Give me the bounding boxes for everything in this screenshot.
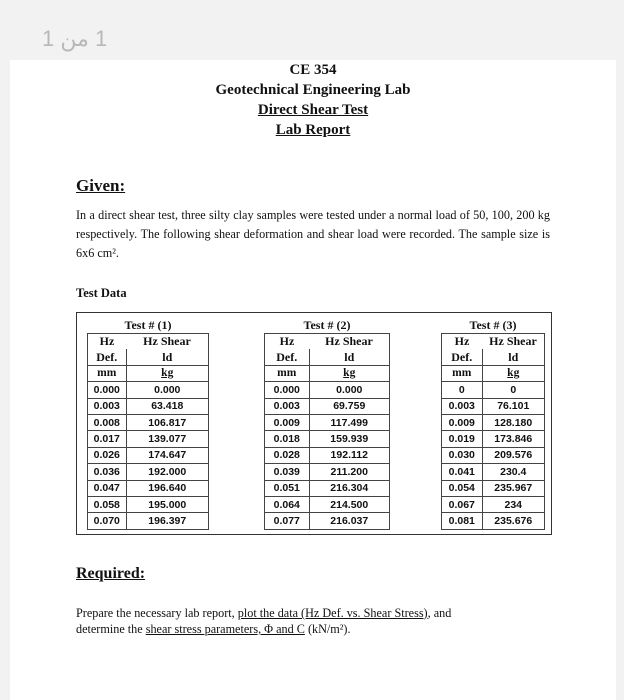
- test-3-block: [441, 317, 545, 530]
- unit-mm: mm: [442, 365, 483, 381]
- table-row: [442, 496, 545, 512]
- cell: 128.180: [482, 414, 545, 430]
- text-span: , and: [427, 606, 452, 620]
- cell: 139.077: [126, 431, 209, 447]
- cell: 0.077: [265, 513, 310, 529]
- cell: 192.112: [309, 447, 390, 463]
- table-row: [442, 480, 545, 496]
- cell: 0.018: [265, 431, 310, 447]
- cell: 196.640: [126, 480, 209, 496]
- table-row: [265, 431, 390, 447]
- col-hz-shear: Hz Shear: [126, 334, 209, 350]
- cell: 235.676: [482, 513, 545, 529]
- cell: 209.576: [482, 447, 545, 463]
- lab-title: Geotechnical Engineering Lab: [215, 82, 411, 98]
- col-ld: ld: [309, 349, 390, 365]
- cell: 0.081: [442, 513, 483, 529]
- table-row: [265, 447, 390, 463]
- text-span: (kN/m²).: [304, 622, 351, 636]
- col-ld: ld: [126, 349, 209, 365]
- cell: 0.070: [88, 513, 127, 529]
- cell: 214.500: [309, 496, 390, 512]
- page-indicator: 1 من 1: [42, 26, 108, 51]
- cell: 0.026: [88, 447, 127, 463]
- unit-mm: mm: [88, 365, 127, 381]
- test-1-block: [87, 317, 209, 530]
- given-heading: Given:: [76, 176, 126, 195]
- document-page: [10, 60, 616, 700]
- cell: 196.397: [126, 513, 209, 529]
- table-row: [88, 496, 209, 512]
- cell: 0: [442, 382, 483, 398]
- table-row: [88, 431, 209, 447]
- col-ld: ld: [482, 349, 545, 365]
- test-data-label: Test Data: [76, 286, 127, 300]
- cell: 0.067: [442, 496, 483, 512]
- cell: 69.759: [309, 398, 390, 414]
- test-data-tables: [76, 312, 552, 535]
- cell: 0.041: [442, 464, 483, 480]
- table-row: [88, 464, 209, 480]
- table-row: [442, 414, 545, 430]
- cell: 159.939: [309, 431, 390, 447]
- text-span: determine the: [76, 622, 146, 636]
- table-row: [88, 414, 209, 430]
- report-title: Lab Report: [275, 122, 351, 138]
- cell: 0.003: [442, 398, 483, 414]
- plot-instruction: plot the data (Hz Def. vs. Shear Stress): [237, 606, 428, 620]
- cell: 0.064: [265, 496, 310, 512]
- cell: 0.036: [88, 464, 127, 480]
- col-def: Def.: [442, 349, 483, 365]
- cell: 0.051: [265, 480, 310, 496]
- given-paragraph: In a direct shear test, three silty clay samples were tested under a normal load of 50, 100, 200 kg respectively. The following shear deformation and shear load were recorded. The sample size is 6x6 cm².: [76, 208, 550, 260]
- cell: 0.000: [265, 382, 310, 398]
- cell: 0.000: [88, 382, 127, 398]
- cell: 76.101: [482, 398, 545, 414]
- test-2-title: Test # (2): [303, 317, 351, 332]
- cell: 230.4: [482, 464, 545, 480]
- parameters-instruction: shear stress parameters, Φ and C: [145, 622, 305, 636]
- table-row: [442, 513, 545, 529]
- test-2-table: [264, 317, 390, 530]
- table-row: [265, 414, 390, 430]
- required-line-1: [76, 605, 550, 621]
- cell: 192.000: [126, 464, 209, 480]
- cell: 216.304: [309, 480, 390, 496]
- required-text: [76, 605, 550, 637]
- cell: 0.039: [265, 464, 310, 480]
- unit-kg: kg: [126, 365, 209, 381]
- cell: 0.003: [265, 398, 310, 414]
- cell: 174.647: [126, 447, 209, 463]
- col-hz: Hz: [88, 334, 127, 350]
- cell: 235.967: [482, 480, 545, 496]
- col-hz: Hz: [442, 334, 483, 350]
- cell: 0.000: [126, 382, 209, 398]
- test-2-block: [264, 317, 390, 530]
- cell: 0.054: [442, 480, 483, 496]
- test-3-title: Test # (3): [469, 317, 517, 332]
- unit-mm: mm: [265, 365, 310, 381]
- cell: 216.037: [309, 513, 390, 529]
- table-row: [265, 464, 390, 480]
- text-span: Prepare the necessary lab report,: [76, 606, 238, 620]
- col-def: Def.: [88, 349, 127, 365]
- table-row: [88, 382, 209, 398]
- table-row: [88, 447, 209, 463]
- table-row: [265, 398, 390, 414]
- col-hz: Hz: [265, 334, 310, 350]
- test-3-table: [441, 317, 545, 530]
- table-row: [442, 431, 545, 447]
- cell: 0.009: [442, 414, 483, 430]
- document-header: [10, 60, 616, 140]
- table-row: [88, 480, 209, 496]
- cell: 0.008: [88, 414, 127, 430]
- table-row: [88, 398, 209, 414]
- table-row: [265, 480, 390, 496]
- col-hz-shear: Hz Shear: [309, 334, 390, 350]
- test-title: Direct Shear Test: [257, 102, 369, 118]
- test-1-table: [87, 317, 209, 530]
- table-row: [442, 464, 545, 480]
- test-1-title: Test # (1): [124, 317, 172, 332]
- cell: 0.017: [88, 431, 127, 447]
- cell: 0.000: [309, 382, 390, 398]
- required-line-2: [76, 621, 550, 637]
- cell: 0.028: [265, 447, 310, 463]
- cell: 106.817: [126, 414, 209, 430]
- course-code: CE 354: [289, 62, 337, 78]
- cell: 234: [482, 496, 545, 512]
- table-row: [88, 513, 209, 529]
- table-row: [265, 513, 390, 529]
- cell: 173.846: [482, 431, 545, 447]
- cell: 0.058: [88, 496, 127, 512]
- table-row: [265, 496, 390, 512]
- cell: 0.019: [442, 431, 483, 447]
- cell: 0.009: [265, 414, 310, 430]
- col-hz-shear: Hz Shear: [482, 334, 545, 350]
- cell: 195.000: [126, 496, 209, 512]
- cell: 0.047: [88, 480, 127, 496]
- unit-kg: kg: [482, 365, 545, 381]
- cell: 63.418: [126, 398, 209, 414]
- table-row: [442, 398, 545, 414]
- unit-kg: kg: [309, 365, 390, 381]
- table-row: [442, 447, 545, 463]
- cell: 0.003: [88, 398, 127, 414]
- cell: 211.200: [309, 464, 390, 480]
- col-def: Def.: [265, 349, 310, 365]
- table-row: [442, 382, 545, 398]
- cell: 0: [482, 382, 545, 398]
- table-row: [265, 382, 390, 398]
- required-heading: Required:: [76, 565, 146, 582]
- cell: 0.030: [442, 447, 483, 463]
- cell: 117.499: [309, 414, 390, 430]
